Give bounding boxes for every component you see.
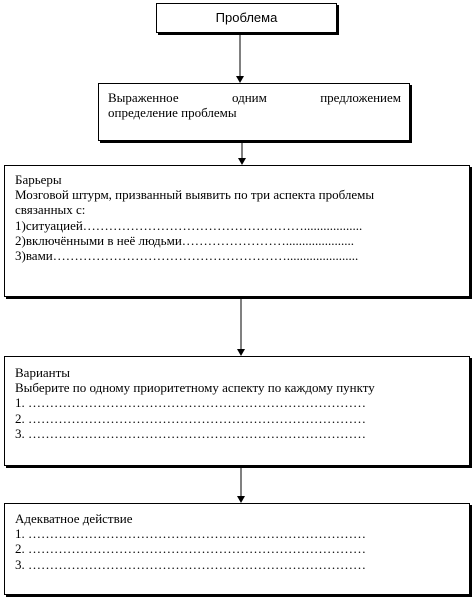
variants-item-1: 1. ……………………………………………………………………	[15, 395, 366, 411]
barriers-title: Барьеры	[15, 172, 62, 187]
definition-word-2: одним	[231, 90, 267, 105]
definition-word-1: Выраженное	[108, 90, 179, 105]
barriers-box	[4, 165, 470, 297]
problem-label: Проблема	[215, 10, 278, 25]
arrow-variants-to-action	[233, 467, 249, 504]
problem-box	[156, 3, 337, 33]
definition-line-2: определение проблемы	[108, 105, 237, 121]
variants-item-3: 3. ……………………………………………………………………	[15, 425, 366, 441]
variants-description: Выберите по одному приоритетному аспекту по каждому пункту	[15, 380, 375, 396]
barriers-description-line-2: связанных с:	[15, 202, 86, 218]
variants-item-2: 2. ……………………………………………………………………	[15, 410, 366, 426]
arrow-problem-to-definition	[232, 34, 248, 84]
arrow-barriers-to-variants	[233, 298, 249, 357]
action-item-2: 2. ……………………………………………………………………	[15, 541, 366, 557]
barriers-item-3: 3)вами………………………………………………......................	[15, 248, 359, 264]
action-item-3: 3. ……………………………………………………………………	[15, 556, 366, 572]
variants-title: Варианты	[15, 365, 71, 380]
barriers-item-2: 2)включёнными в неё людьми…………………….....................	[15, 232, 355, 248]
definition-word-3: предложением	[320, 90, 401, 105]
definition-box	[98, 83, 410, 141]
action-item-1: 1. ……………………………………………………………………	[15, 526, 366, 542]
definition-line-1	[108, 90, 401, 105]
barriers-description-line-1: Мозговой штурм, призванный выявить по три аспекта проблемы	[15, 187, 375, 203]
variants-box	[4, 356, 470, 466]
barriers-item-1: 1)ситуацией……………………………………………..................	[15, 217, 363, 233]
arrow-definition-to-barriers	[234, 143, 250, 166]
action-title: Адекватное действие	[15, 511, 133, 526]
action-box	[4, 503, 470, 595]
